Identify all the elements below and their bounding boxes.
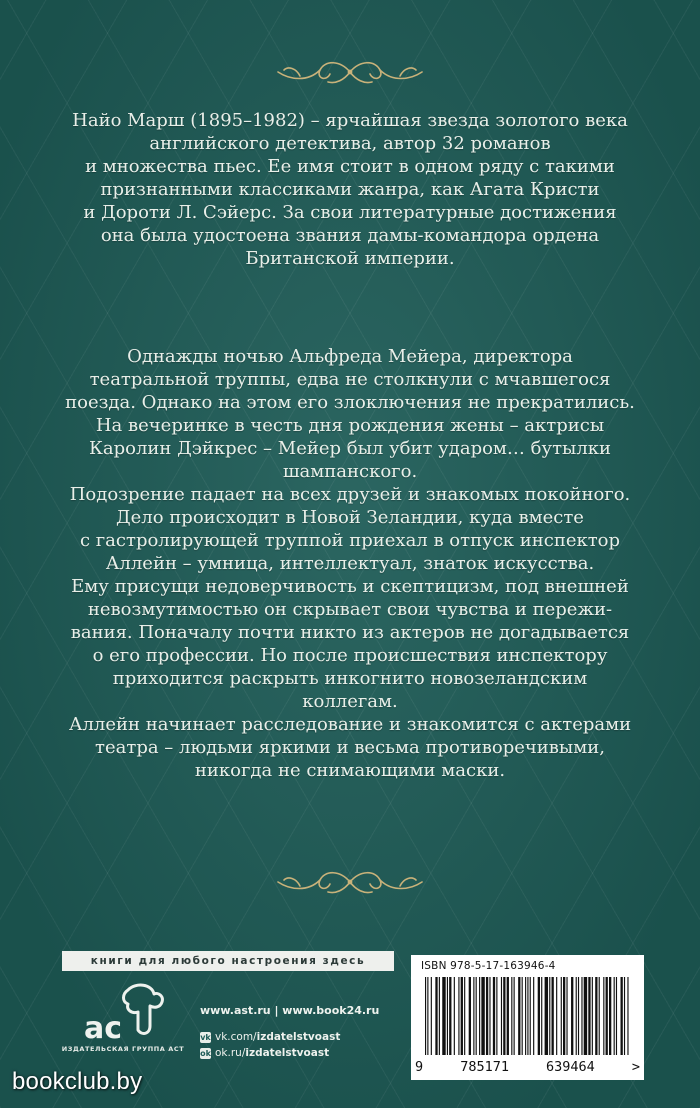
bio-line: Британской империи. bbox=[245, 248, 455, 269]
barcode-digit-group: 639464 bbox=[546, 1059, 595, 1075]
ok-link[interactable] bbox=[200, 1047, 379, 1059]
bio-line: Найо Марш (1895–1982) – ярчайшая звезда золотого века bbox=[72, 110, 628, 131]
synopsis-line: невозмутимостью он скрывает свои чувства и пережи- bbox=[87, 599, 613, 620]
vk-prefix: vk.com/ bbox=[215, 1031, 257, 1043]
synopsis-line: На вечеринке в честь дня рождения жены – актрисы bbox=[95, 415, 605, 436]
book-synopsis bbox=[60, 345, 640, 782]
synopsis-line: Аллейн – умница, интеллектуал, знаток искусства. bbox=[105, 553, 595, 574]
synopsis-line: Аллейн начинает расследование и знакомится с актерами bbox=[68, 714, 632, 735]
author-bio bbox=[60, 109, 640, 270]
barcode-digit-group: 785171 bbox=[460, 1059, 509, 1075]
synopsis-line: никогда не снимающими маски. bbox=[194, 760, 506, 781]
publisher-caption: ИЗДАТЕЛЬСКАЯ ГРУППА АСТ bbox=[61, 1045, 185, 1053]
synopsis-line: с гастролирующей труппой приехал в отпуск инспектор bbox=[79, 530, 621, 551]
synopsis-line: о его профессии. Но после происшествия инспектору bbox=[92, 645, 608, 666]
barcode-digits bbox=[415, 1059, 640, 1075]
vk-handle: izdatelstvoast bbox=[256, 1031, 341, 1043]
tagline-banner: книги для любого настроения здесь bbox=[62, 951, 394, 971]
ok-handle: izdatelstvoast bbox=[245, 1047, 330, 1059]
synopsis-line: коллегам. bbox=[302, 691, 398, 712]
synopsis-line: театра – людьми яркими и весьма противоречивыми, bbox=[95, 737, 605, 758]
ok-icon: ok bbox=[200, 1048, 211, 1058]
bio-line: она была удостоена звания дамы-командора ордена bbox=[100, 225, 600, 246]
synopsis-line: Однажды ночью Альфреда Мейера, директора bbox=[127, 346, 573, 367]
publisher-links bbox=[200, 1004, 379, 1063]
ok-prefix: ok.ru/ bbox=[215, 1047, 246, 1059]
publisher-logo-text: ac bbox=[84, 1011, 123, 1046]
synopsis-line: Дело происходит в Новой Зеландии, куда вместе bbox=[116, 507, 584, 528]
barcode-digit-group: > bbox=[631, 1059, 640, 1075]
vk-link[interactable] bbox=[200, 1031, 379, 1043]
synopsis-line: Подозрение падает на всех друзей и знакомых покойного. bbox=[69, 484, 631, 505]
vk-icon: vk bbox=[200, 1032, 211, 1042]
site-watermark: bookclub.by bbox=[12, 1068, 143, 1095]
isbn-number: ISBN 978-5-17-163946-4 bbox=[421, 960, 556, 972]
flourish-divider-icon bbox=[270, 862, 430, 902]
synopsis-line: Каролин Дэйкрес – Мейер был убит ударом… бутылки bbox=[88, 438, 612, 459]
synopsis-line: шампанского. bbox=[282, 461, 418, 482]
bio-line: английского детектива, автор 32 романов bbox=[149, 133, 551, 154]
synopsis-line: театральной труппы, едва не столкнули с мчавшегося bbox=[89, 369, 611, 390]
isbn-barcode-box bbox=[411, 955, 644, 1080]
synopsis-line: Ему присущи недоверчивость и скептицизм, под внешней bbox=[71, 576, 629, 597]
bio-line: признанными классиками жанра, как Агата Кристи bbox=[100, 179, 600, 200]
synopsis-line: поезда. Однако на этом его злоключения не прекратились. bbox=[65, 392, 635, 413]
synopsis-line: вания. Поначалу почти никто из актеров не догадывается bbox=[70, 622, 630, 643]
bio-line: и множества пьес. Ее имя стоит в одном ряду с такими bbox=[85, 156, 615, 177]
bio-line: и Дороти Л. Сэйерс. За свои литературные достижения bbox=[83, 202, 617, 223]
flourish-divider-icon bbox=[270, 52, 430, 92]
barcode-icon bbox=[421, 977, 634, 1057]
website-links[interactable]: www.ast.ru | www.book24.ru bbox=[200, 1004, 380, 1017]
barcode-digit-group: 9 bbox=[415, 1059, 424, 1075]
synopsis-line: приходится раскрыть инкогнито новозеландским bbox=[112, 668, 588, 689]
